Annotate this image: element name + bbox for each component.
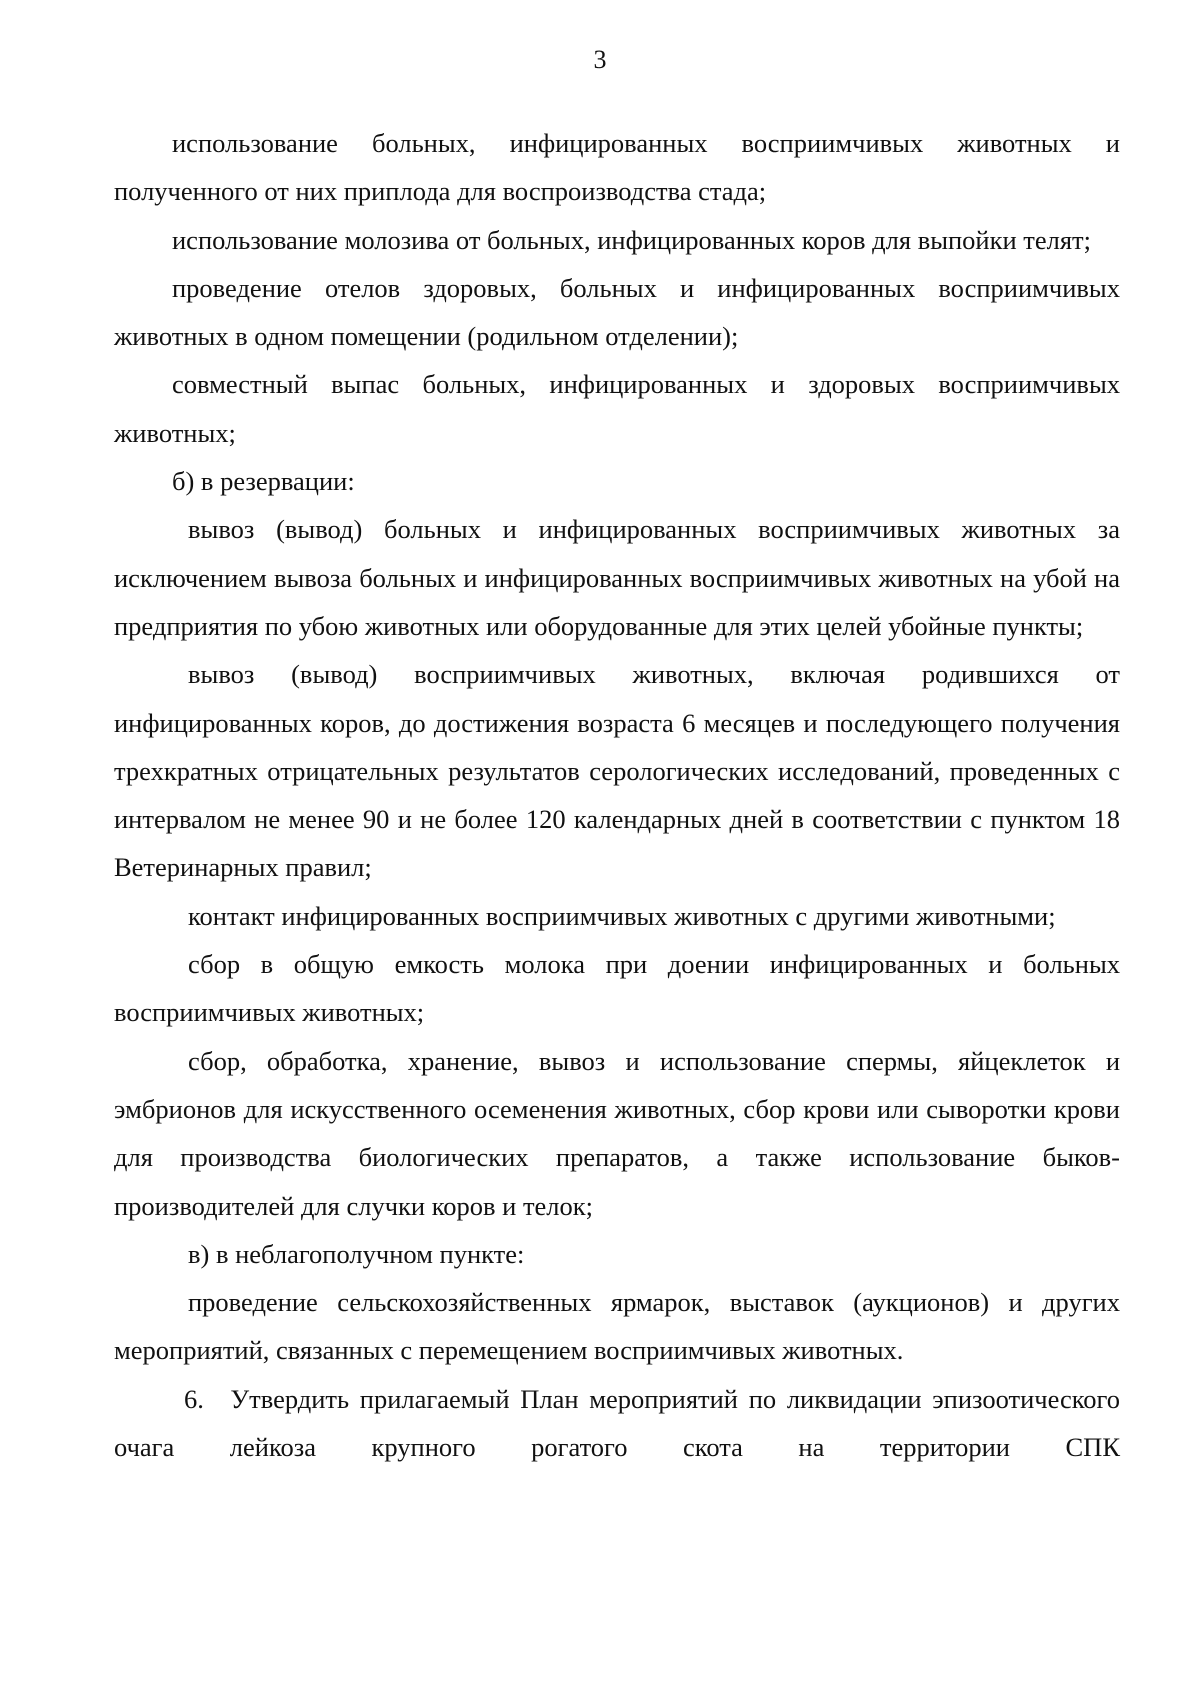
paragraph-sperm-embryos: сбор, обработка, хранение, вывоз и использование спермы, яйцеклеток и эмбрионов для искусственного осеменения животных, сбор крови или сыворотки крови для производства биологических препаратов, а также использование быков-производителей для случки коров и телок; [114, 1045, 1120, 1221]
page-number: 3 [593, 45, 607, 74]
heading-reservation: б) в резервации: [172, 466, 355, 497]
paragraph-calving-one-room: проведение отелов здоровых, больных и инфицированных восприимчивых животных в одном помещении (родильном отделении); [114, 272, 1120, 352]
document-body [114, 119, 1120, 1471]
paragraph-export-young-animals: вывоз (вывод) восприимчивых животных, включая родившихся от инфицированных коров, до достижения возраста 6 месяцев и последующего получения трехкратных отрицательных результатов серологических исследований, проведенных с интервалом не менее 90 и не более 120 календарных дней в соответствии с пунктом 18 Ветеринарных правил; [114, 659, 1120, 883]
paragraph-milk-collection: сбор в общую емкость молока при доении инфицированных и больных восприимчивых животных; [114, 949, 1120, 1028]
paragraph-joint-grazing: совместный выпас больных, инфицированных и здоровых восприимчивых животных; [114, 369, 1120, 448]
paragraph-fairs-exhibitions: проведение сельскохозяйственных ярмарок, выставок (аукционов) и других мероприятий, связанных с перемещением восприимчивых животных. [114, 1287, 1120, 1366]
paragraph-contact-other-animals: контакт инфицированных восприимчивых животных с другими животными; [188, 900, 1056, 931]
paragraph-export-sick-animals: вывоз (вывод) больных и инфицированных восприимчивых животных за исключением вывоза больных и инфицированных восприимчивых животных на убой на предприятия по убою животных или оборудованные для этих целей убойные пункты; [114, 514, 1120, 641]
paragraph-sick-animals-breeding: использование больных, инфицированных восприимчивых животных и полученного от них приплода для воспроизводства стада; [114, 128, 1120, 207]
heading-unfavorable-point: в) в неблагополучном пункте: [188, 1238, 525, 1269]
paragraph-item-6-approve-plan: 6. Утвердить прилагаемый План мероприятий по ликвидации эпизоотического очага лейкоза крупного рогатого скота на территории СПК [114, 1383, 1120, 1463]
paragraph-colostrum-use: использование молозива от больных, инфицированных коров для выпойки телят; [172, 224, 1091, 255]
